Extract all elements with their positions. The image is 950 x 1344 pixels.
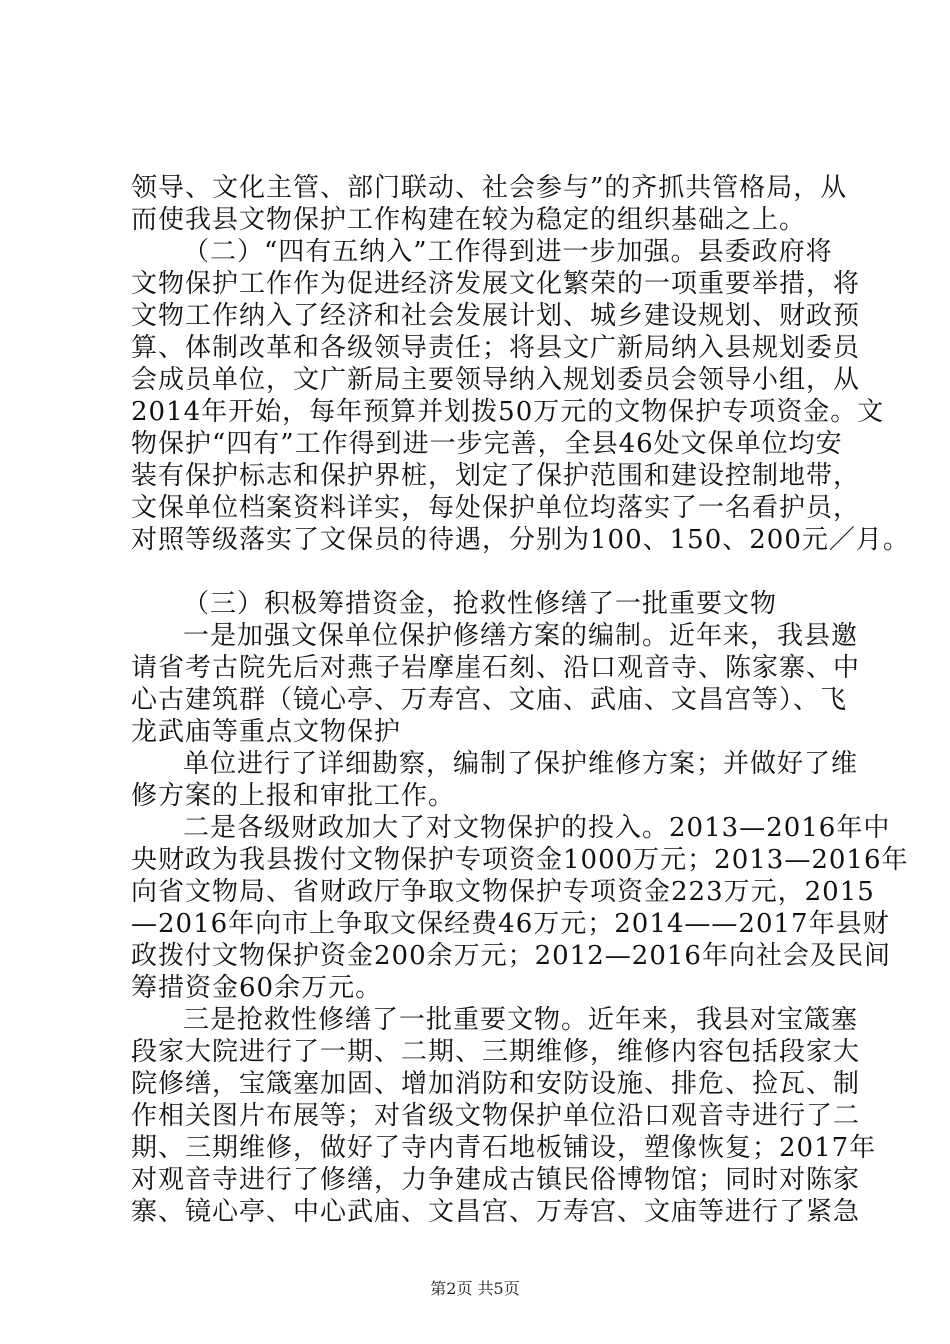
text-line: 文保单位档案资料详实，每处保护单位均落实了一名看护员， xyxy=(131,493,861,523)
text-line: 龙武庙等重点文物保护 xyxy=(131,717,402,747)
text-line: 而使我县文物保护工作构建在较为稳定的组织基础之上。 xyxy=(131,205,807,235)
text-line: 政拨付文物保护资金200余万元；2012—2016年向社会及民间 xyxy=(131,941,891,971)
text-line: 文物工作纳入了经济和社会发展计划、城乡建设规划、财政预 xyxy=(131,301,861,331)
text-line: 二是各级财政加大了对文物保护的投入。2013—2016年中 xyxy=(183,813,891,843)
text-line: 文物保护工作作为促进经济发展文化繁荣的一项重要举措，将 xyxy=(131,269,861,299)
text-line: 期、三期维修，做好了寺内青石地板铺设，塑像恢复；2017年 xyxy=(131,1133,877,1163)
text-line: 2014年开始，每年预算并划拨50万元的文物保护专项资金。文 xyxy=(131,397,885,427)
text-line: 请省考古院先后对燕子岩摩崖石刻、沿口观音寺、陈家寨、中 xyxy=(131,653,861,683)
document-body xyxy=(131,172,910,1228)
text-line: 物保护“四有”工作得到进一步完善，全县46处文保单位均安 xyxy=(131,429,843,459)
text-line: 筹措资金60余万元。 xyxy=(131,973,383,1003)
text-line: 央财政为我县拨付文物保护专项资金1000万元；2013—2016年 xyxy=(131,845,909,875)
page-number-label: 第2页 共5页 xyxy=(430,1279,520,1298)
text-line: 段家大院进行了一期、二期、三期维修，维修内容包括段家大 xyxy=(131,1037,861,1067)
text-line: 算、体制改革和各级领导责任；将县文广新局纳入县规划委员 xyxy=(131,333,861,363)
text-line: 寨、镜心亭、中心武庙、文昌宫、万寿宫、文庙等进行了紧急 xyxy=(131,1197,861,1227)
text-line: 会成员单位，文广新局主要领导纳入规划委员会领导小组，从 xyxy=(131,365,861,395)
section-heading-three: （三）积极筹措资金，抢救性修缮了一批重要文物 xyxy=(183,589,778,619)
text-line: 对观音寺进行了修缮，力争建成古镇民俗博物馆；同时对陈家 xyxy=(131,1165,861,1195)
text-line: 作相关图片布展等；对省级文物保护单位沿口观音寺进行了二 xyxy=(131,1101,861,1131)
text-line: 领导、文化主管、部门联动、社会参与”的齐抓共管格局，从 xyxy=(131,173,848,203)
section-heading-two: （二）“四有五纳入”工作得到进一步加强。县委政府将 xyxy=(183,237,833,267)
text-line: 向省文物局、省财政厅争取文物保护专项资金223万元，2015 xyxy=(131,877,875,907)
text-line: 修方案的上报和审批工作。 xyxy=(131,781,456,811)
page-footer xyxy=(0,1279,950,1299)
text-line: 对照等级落实了文保员的待遇，分别为100、150、200元／月。 xyxy=(131,525,910,555)
text-line: 一是加强文保单位保护修缮方案的编制。近年来，我县邀 xyxy=(183,621,859,651)
text-line: 装有保护标志和保护界桩，划定了保护范围和建设控制地带， xyxy=(131,461,861,491)
paragraph-gap xyxy=(131,556,831,588)
text-line: 三是抢救性修缮了一批重要文物。近年来，我县对宝箴塞 xyxy=(183,1005,859,1035)
text-line: 心古建筑群（镜心亭、万寿宫、文庙、武庙、文昌宫等）、飞 xyxy=(131,685,848,715)
text-line: —2016年向市上争取文保经费46万元；2014——2017年县财 xyxy=(131,909,890,939)
text-line: 院修缮，宝箴塞加固、增加消防和安防设施、排危、捡瓦、制 xyxy=(131,1069,861,1099)
text-line: 单位进行了详细勘察，编制了保护维修方案；并做好了维 xyxy=(183,749,859,779)
